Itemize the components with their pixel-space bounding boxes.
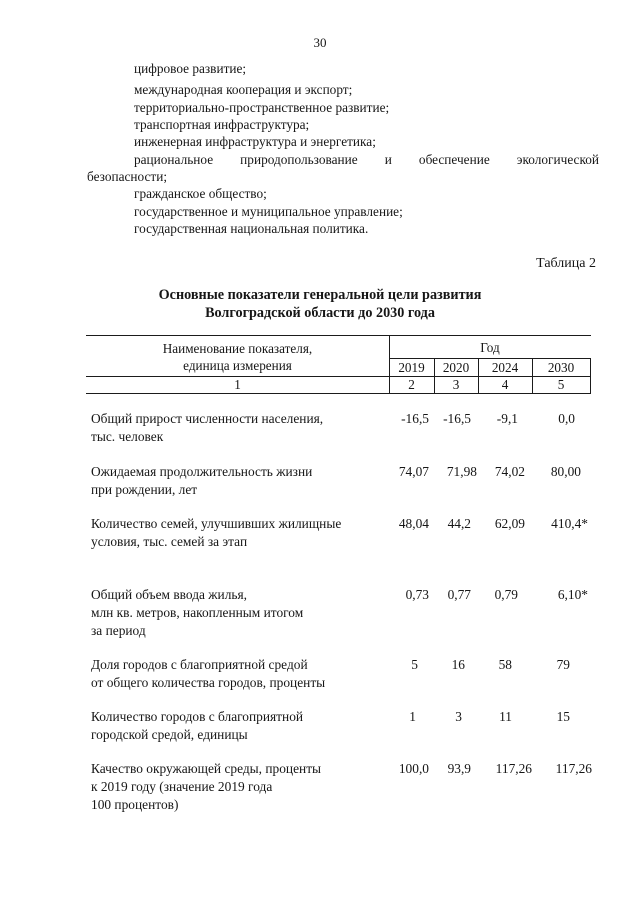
col-number-4: 4 bbox=[501, 377, 509, 392]
value-2030: 6,10* bbox=[557, 587, 588, 602]
table-caption: Таблица 2 bbox=[536, 256, 596, 271]
list-item: рациональное природопользование и обеспечение экологической bbox=[134, 152, 599, 167]
table-title-line-1: Основные показатели генеральной цели развития bbox=[158, 287, 482, 303]
value-2019: 100,0 bbox=[398, 761, 429, 776]
value-2030: 79 bbox=[556, 657, 570, 672]
row-label: Количество городов с благоприятной городской средой, единицы bbox=[91, 709, 304, 742]
value-2019: -16,5 bbox=[401, 411, 429, 426]
col-number-3: 3 bbox=[452, 377, 460, 392]
value-2030: 80,00 bbox=[550, 464, 581, 479]
col-number-2: 2 bbox=[408, 377, 415, 392]
list-item: гражданское общество; bbox=[134, 186, 267, 201]
value-2024: 117,26 bbox=[495, 761, 532, 776]
value-2020: 93,9 bbox=[447, 761, 471, 776]
year-2030: 2030 bbox=[547, 360, 575, 375]
col-number-1: 1 bbox=[234, 377, 241, 392]
list-item: инженерная инфраструктура и энергетика; bbox=[134, 134, 376, 149]
list-item: цифровое развитие; bbox=[134, 61, 247, 76]
col-number-5: 5 bbox=[557, 377, 565, 392]
value-2024: 0,79 bbox=[494, 587, 518, 602]
list-item: территориально-пространственное развитие; bbox=[134, 100, 390, 115]
value-2020: -16,5 bbox=[443, 411, 471, 426]
header-name-line-1: Наименование показателя, bbox=[162, 341, 313, 356]
value-2024: 11 bbox=[499, 709, 512, 724]
value-2024: 62,09 bbox=[494, 516, 525, 531]
list-item: государственное и муниципальное управление; bbox=[134, 204, 403, 219]
year-2020: 2020 bbox=[442, 360, 470, 375]
table-title-line-2: Волгоградской области до 2030 года bbox=[205, 305, 435, 321]
row-label: Качество окружающей среды, проценты к 2019 году (значение 2019 года 100 процентов) bbox=[91, 761, 322, 812]
value-2030: 410,4* bbox=[551, 516, 588, 531]
value-2024: -9,1 bbox=[496, 411, 518, 426]
list-item: безопасности; bbox=[87, 169, 168, 184]
year-2024: 2024 bbox=[491, 360, 519, 375]
value-2019: 5 bbox=[411, 657, 418, 672]
value-2024: 58 bbox=[498, 657, 512, 672]
value-2030: 117,26 bbox=[555, 761, 592, 776]
value-2020: 71,98 bbox=[446, 464, 477, 479]
value-2019: 1 bbox=[409, 709, 416, 724]
value-2024: 74,02 bbox=[494, 464, 525, 479]
col-divider bbox=[590, 358, 591, 393]
list-item: международная кооперация и экспорт; bbox=[134, 82, 353, 97]
header-year: Год bbox=[480, 340, 500, 355]
value-2030: 15 bbox=[556, 709, 570, 724]
list-item: транспортная инфраструктура; bbox=[134, 117, 310, 132]
value-2020: 0,77 bbox=[447, 587, 471, 602]
table-top-border bbox=[86, 335, 591, 336]
value-2019: 0,73 bbox=[405, 587, 429, 602]
row-label: Общий объем ввода жилья, млн кв. метров, накопленным итогом за период bbox=[91, 587, 304, 638]
value-2019: 74,07 bbox=[398, 464, 429, 479]
value-2030: 0,0 bbox=[558, 411, 575, 426]
year-divider bbox=[389, 358, 591, 359]
value-2019: 48,04 bbox=[398, 516, 429, 531]
value-2020: 44,2 bbox=[447, 516, 471, 531]
year-2019: 2019 bbox=[398, 360, 425, 375]
row-label: Ожидаемая продолжительность жизни при рождении, лет bbox=[91, 464, 313, 497]
page-number: 30 bbox=[313, 35, 327, 50]
row-label: Доля городов с благоприятной средой от общего количества городов, проценты bbox=[91, 657, 326, 690]
value-2020: 3 bbox=[455, 709, 462, 724]
row-label: Количество семей, улучшивших жилищные условия, тыс. семей за этап bbox=[91, 516, 342, 549]
row-label: Общий прирост численности населения, тыс. человек bbox=[91, 411, 324, 444]
header-bottom-border bbox=[86, 393, 591, 394]
header-name-line-2: единица измерения bbox=[183, 358, 292, 373]
list-item: государственная национальная политика. bbox=[134, 221, 369, 236]
value-2020: 16 bbox=[451, 657, 465, 672]
